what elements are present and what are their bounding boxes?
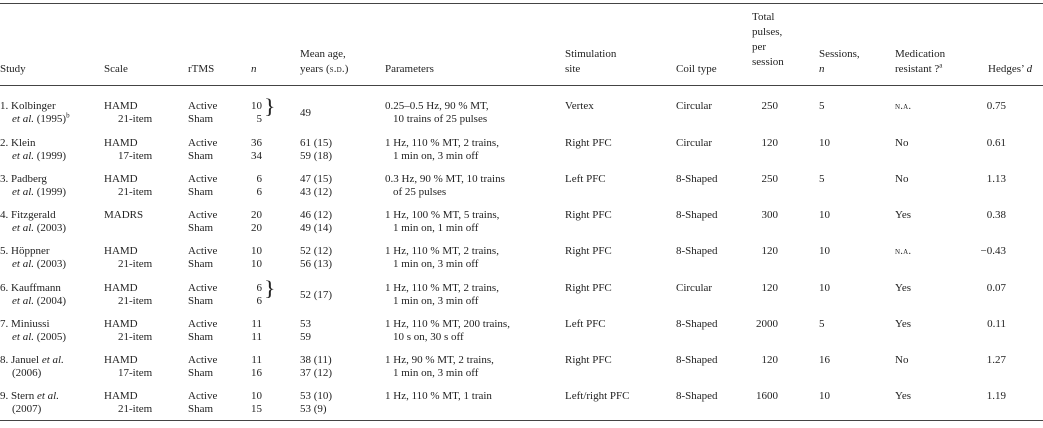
table-row-coil: Circular	[676, 137, 713, 149]
table-row-age-active: 47 (15)	[300, 173, 333, 185]
header-rtms: rTMS	[188, 63, 215, 75]
table-row-parameters-cont: 1 min on, 3 min off	[393, 150, 479, 162]
table-row-sessions: 16	[819, 354, 830, 366]
hedges-d: d	[1026, 63, 1033, 75]
table-row-n-active: 10	[251, 100, 262, 112]
table-row-parameters: 1 Hz, 110 % MT, 1 train	[385, 390, 492, 402]
table-row-scale: HAMD	[104, 390, 138, 402]
table-row-scale-items: 17-item	[118, 367, 153, 379]
table-row-hedges: 0.07	[986, 282, 1006, 294]
table-row-age-sham: 53 (9)	[300, 403, 327, 415]
table-row-age-active: 46 (12)	[300, 209, 333, 221]
table-row-study	[0, 317, 66, 345]
table-row-rtms-active: Active	[188, 282, 218, 294]
header-med-footnote: a	[939, 61, 943, 70]
table-row-site: Right PFC	[565, 137, 612, 149]
table-row-total-pulses: 120	[761, 354, 778, 366]
study-etal: et al.	[12, 150, 34, 162]
table-row-rtms-sham: Sham	[188, 295, 214, 307]
table-row-scale: MADRS	[104, 209, 144, 221]
study-year: (2003)	[34, 258, 67, 270]
study-name: 3. Padberg	[0, 173, 47, 185]
study-name: 6. Kauffmann	[0, 282, 61, 294]
table-row-site: Right PFC	[565, 282, 612, 294]
table-row-scale: HAMD	[104, 282, 138, 294]
table-row-parameters-cont: 1 min on, 3 min off	[393, 295, 479, 307]
table-row-age-sham: 49 (14)	[300, 222, 333, 234]
table-row-parameters-cont: 10 s on, 30 s off	[393, 331, 464, 343]
table-row-age-sham: 59 (18)	[300, 150, 333, 162]
study-line2	[0, 366, 64, 381]
table-row-scale-items: 21-item	[118, 331, 153, 343]
study-etal: et al.	[12, 295, 34, 307]
table-row-scale: HAMD	[104, 173, 138, 185]
table-row-scale: HAMD	[104, 100, 138, 112]
table-row-scale-items: 21-item	[118, 295, 153, 307]
table-row-rtms-active: Active	[188, 173, 218, 185]
table-row-scale: HAMD	[104, 137, 138, 149]
table-row-scale-items: 21-item	[118, 186, 153, 198]
header-sessions-line2: n	[819, 63, 825, 75]
table-row-parameters-cont: of 25 pulses	[393, 186, 447, 198]
table-row-n-sham: 15	[251, 403, 262, 415]
study-year: (1999)	[34, 150, 67, 162]
table-row-rtms-active: Active	[188, 354, 218, 366]
header-mean-age	[300, 47, 348, 77]
header-rule	[0, 85, 1043, 86]
table-row-sessions: 5	[819, 100, 825, 112]
study-name: 2. Klein	[0, 137, 36, 149]
table-row-coil: 8-Shaped	[676, 245, 718, 257]
table-row-coil: 8-Shaped	[676, 173, 718, 185]
table-row-sessions: 10	[819, 209, 830, 221]
header-parameters: Parameters	[385, 63, 434, 75]
table-row-rtms-active: Active	[188, 137, 218, 149]
table-row-hedges: 0.75	[986, 100, 1006, 112]
study-etal: et al.	[41, 354, 64, 366]
table-row-study	[0, 136, 66, 164]
table-row-parameters: 1 Hz, 110 % MT, 2 trains,	[385, 282, 499, 294]
table-row-n-active: 20	[251, 209, 262, 221]
header-mean-age-line2	[300, 62, 348, 77]
header-med-line1: Medication	[895, 48, 946, 60]
study-name: 9. Stern	[0, 390, 37, 402]
table-row-sessions: 10	[819, 282, 830, 294]
table-row-study	[0, 389, 59, 417]
study-line2	[0, 149, 66, 164]
header-study: Study	[0, 63, 26, 75]
table-row-rtms-sham: Sham	[188, 258, 214, 270]
table-row-age-active: 52 (12)	[300, 245, 333, 257]
brace-icon: }	[264, 277, 276, 301]
table-row-n-sham: 16	[251, 367, 262, 379]
table-row-rtms-sham: Sham	[188, 222, 214, 234]
table-row-age-active: 38 (11)	[300, 354, 332, 366]
study-etal: et al.	[12, 186, 34, 198]
table-row-parameters: 1 Hz, 110 % MT, 2 trains,	[385, 137, 499, 149]
table-row-age-sham: 37 (12)	[300, 367, 333, 379]
table-row-total-pulses: 1600	[756, 390, 778, 402]
table-row-n-active: 10	[251, 245, 262, 257]
study-name: 4. Fitzgerald	[0, 209, 56, 221]
table-row-age-sham: 56 (13)	[300, 258, 333, 270]
study-line2	[0, 294, 66, 309]
table-row-age-active: 61 (15)	[300, 137, 333, 149]
table-row-n-active: 11	[251, 318, 262, 330]
table-row-coil: Circular	[676, 282, 713, 294]
table-row-medication: Yes	[895, 209, 912, 221]
table-row-rtms-sham: Sham	[188, 403, 214, 415]
table-row-age: 49	[300, 107, 311, 119]
table-row-sessions: 10	[819, 137, 830, 149]
table-row-scale: HAMD	[104, 245, 138, 257]
table-row-rtms-active: Active	[188, 100, 218, 112]
table-row-rtms-sham: Sham	[188, 113, 214, 125]
brace-icon: }	[264, 95, 276, 119]
header-total-line2: pulses,	[752, 26, 783, 38]
table-row-coil: Circular	[676, 100, 713, 112]
table-row-sessions: 5	[819, 318, 825, 330]
table-row-hedges: 1.19	[986, 390, 1006, 402]
header-scale: Scale	[104, 63, 128, 75]
table-row-medication: Yes	[895, 390, 912, 402]
table-row-scale-items: 21-item	[118, 403, 153, 415]
study-year: (2007)	[12, 403, 42, 415]
header-n: n	[251, 63, 257, 75]
table-row-n-sham: 10	[251, 258, 262, 270]
table-row-n-sham: 34	[251, 150, 262, 162]
table-row-scale-items: 17-item	[118, 150, 153, 162]
header-medication	[895, 47, 945, 77]
top-rule	[0, 3, 1043, 4]
table-row-medication: No	[895, 173, 909, 185]
table-row-n-active: 6	[256, 173, 262, 185]
table-row-parameters: 1 Hz, 90 % MT, 2 trains,	[385, 354, 494, 366]
table-row-n-active: 10	[251, 390, 262, 402]
study-line2	[0, 330, 66, 345]
study-name: 7. Miniussi	[0, 318, 50, 330]
header-sessions	[819, 47, 860, 77]
table-row-medication: Yes	[895, 282, 912, 294]
header-mean-age-line1: Mean age,	[300, 48, 346, 60]
table-row-hedges: −0.43	[980, 245, 1006, 257]
table-row-medication: n.a.	[895, 101, 912, 112]
study-etal: et al.	[36, 390, 59, 402]
table-row-hedges: 0.11	[987, 318, 1006, 330]
study-line2	[0, 257, 66, 272]
study-etal: et al.	[12, 113, 34, 125]
table-row-study	[0, 208, 66, 236]
study-year: (1995)	[34, 113, 67, 125]
table-row-study	[0, 244, 66, 272]
header-hedges: Hedges’ d	[988, 63, 1033, 75]
header-sessions-line1: Sessions,	[819, 48, 860, 60]
study-name: 5. Höppner	[0, 245, 50, 257]
study-etal: et al.	[12, 331, 34, 343]
table-row-sessions: 5	[819, 173, 825, 185]
table-row-rtms-sham: Sham	[188, 186, 214, 198]
study-year: (2005)	[34, 331, 67, 343]
table-row-study	[0, 99, 70, 127]
table-row-parameters: 0.25–0.5 Hz, 90 % MT,	[385, 100, 489, 112]
table-row-n-sham: 11	[251, 331, 262, 343]
table-row-rtms-active: Active	[188, 245, 218, 257]
table-row-parameters: 1 Hz, 110 % MT, 200 trains,	[385, 318, 510, 330]
table-row-rtms-sham: Sham	[188, 367, 214, 379]
header-site-line2: site	[565, 63, 581, 75]
table-row-site: Right PFC	[565, 354, 612, 366]
table-row-study	[0, 353, 64, 381]
study-line2	[0, 185, 66, 200]
table-row-medication: No	[895, 137, 909, 149]
table-row-parameters-cont: 1 min on, 1 min off	[393, 222, 479, 234]
table-row-parameters: 1 Hz, 110 % MT, 2 trains,	[385, 245, 499, 257]
table-row-total-pulses: 250	[761, 100, 778, 112]
study-name: 8. Januel	[0, 354, 42, 366]
table-row-scale: HAMD	[104, 318, 138, 330]
table-row-total-pulses: 120	[761, 137, 778, 149]
table-row-rtms-active: Active	[188, 318, 218, 330]
table-row-study	[0, 281, 66, 309]
header-mean-age-line2-text: years (s.d.)	[300, 63, 349, 75]
table-row-parameters-cont: 1 min on, 3 min off	[393, 367, 479, 379]
header-med-line2	[895, 62, 945, 77]
study-etal: et al.	[12, 258, 34, 270]
table-row-total-pulses: 250	[761, 173, 778, 185]
table-row-rtms-active: Active	[188, 209, 218, 221]
study-year: (2004)	[34, 295, 67, 307]
study-name: 1. Kolbinger	[0, 100, 56, 112]
table-row-scale-items: 21-item	[118, 113, 153, 125]
header-total-pulses	[752, 10, 784, 70]
header-site-line1: Stimulation	[565, 48, 617, 60]
table-row-site: Left/right PFC	[565, 390, 630, 402]
table-row-parameters: 1 Hz, 100 % MT, 5 trains,	[385, 209, 500, 221]
table-row-total-pulses: 2000	[756, 318, 778, 330]
table-row-coil: 8-Shaped	[676, 354, 718, 366]
table-row-n-sham: 6	[256, 186, 262, 198]
table-row-scale: HAMD	[104, 354, 138, 366]
study-year: (2006)	[12, 367, 42, 379]
header-site	[565, 47, 616, 77]
table-row-hedges: 0.38	[986, 209, 1006, 221]
table-row-age: 52 (17)	[300, 289, 333, 301]
table-row-hedges: 1.27	[986, 354, 1006, 366]
table-row-medication: n.a.	[895, 246, 912, 257]
table-row-age-active: 53 (10)	[300, 390, 333, 402]
table-row-n-sham: 5	[256, 113, 262, 125]
table-row-n-active: 11	[251, 354, 262, 366]
table-row-rtms-active: Active	[188, 390, 218, 402]
study-footnote: b	[66, 111, 70, 120]
table-row-sessions: 10	[819, 390, 830, 402]
header-total-line4: session	[752, 56, 784, 68]
study-line2	[0, 402, 59, 417]
bottom-rule	[0, 420, 1043, 421]
study-line2	[0, 221, 66, 236]
table-row-age-sham: 43 (12)	[300, 186, 333, 198]
study-year: (2003)	[34, 222, 67, 234]
table-row-hedges: 1.13	[986, 173, 1006, 185]
sd-abbrev: s.d.	[329, 64, 345, 75]
table-row-n-sham: 6	[256, 295, 262, 307]
table-row-rtms-sham: Sham	[188, 331, 214, 343]
table-row-scale-items: 21-item	[118, 258, 153, 270]
table-row-site: Left PFC	[565, 318, 606, 330]
study-line2	[0, 112, 70, 127]
table-row-coil: 8-Shaped	[676, 318, 718, 330]
study-year: (1999)	[34, 186, 67, 198]
table-row-study	[0, 172, 66, 200]
table-row-total-pulses: 300	[761, 209, 778, 221]
table-row-site: Right PFC	[565, 245, 612, 257]
table-row-site: Vertex	[565, 100, 594, 112]
table-row-rtms-sham: Sham	[188, 150, 214, 162]
table-row-coil: 8-Shaped	[676, 390, 718, 402]
header-total-line1: Total	[752, 11, 775, 23]
table-row-sessions: 10	[819, 245, 830, 257]
header-total-line3: per	[752, 41, 767, 53]
header-med-line2-text: resistant ?	[895, 63, 940, 75]
table-row-n-sham: 20	[251, 222, 262, 234]
table-row-n-active: 6	[256, 282, 262, 294]
table-row-age-active: 53	[300, 318, 311, 330]
table-row-medication: Yes	[895, 318, 912, 330]
table-row-site: Left PFC	[565, 173, 606, 185]
table-row-hedges: 0.61	[986, 137, 1006, 149]
table-row-parameters: 0.3 Hz, 90 % MT, 10 trains	[385, 173, 505, 185]
table-row-age-sham: 59	[300, 331, 311, 343]
header-coil: Coil type	[676, 63, 717, 75]
table-row-medication: No	[895, 354, 909, 366]
study-etal: et al.	[12, 222, 34, 234]
table-row-total-pulses: 120	[761, 282, 778, 294]
table-row-n-active: 36	[251, 137, 262, 149]
table-row-site: Right PFC	[565, 209, 612, 221]
table-row-coil: 8-Shaped	[676, 209, 718, 221]
table-row-parameters-cont: 1 min on, 3 min off	[393, 258, 479, 270]
table-row-total-pulses: 120	[761, 245, 778, 257]
table-row-parameters-cont: 10 trains of 25 pulses	[393, 113, 488, 125]
